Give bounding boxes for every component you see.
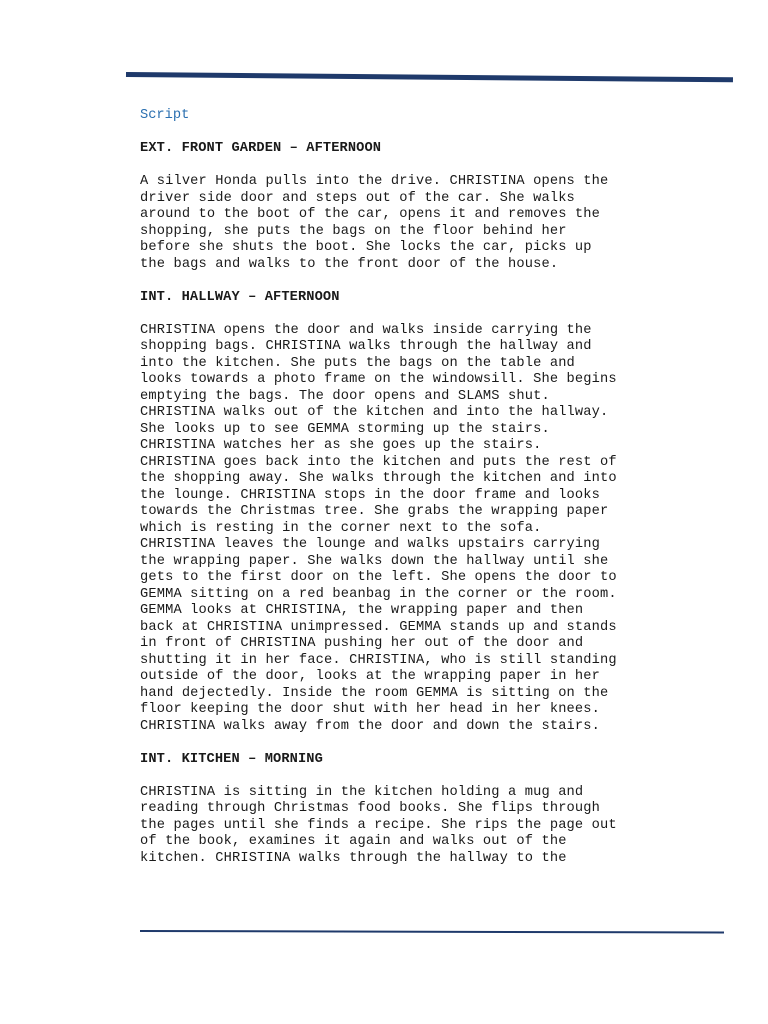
scene-kitchen bbox=[140, 752, 700, 868]
top-rule bbox=[126, 72, 733, 82]
script-page bbox=[140, 108, 700, 884]
scene-heading: INT. HALLWAY – AFTERNOON bbox=[140, 289, 340, 305]
scene-hallway bbox=[140, 290, 700, 736]
section-title: Script bbox=[140, 108, 190, 123]
scene-action: CHRISTINA is sitting in the kitchen holding a mug and reading through Christmas food books. She flips through the pages until she finds a recipe. She rips the page out of the book, examines it again and walks out of the kitchen. CHRISTINA walks through the hallway to the bbox=[140, 784, 617, 866]
scene-heading: INT. KITCHEN – MORNING bbox=[140, 751, 323, 767]
scene-front-garden bbox=[140, 141, 700, 273]
scene-action: CHRISTINA opens the door and walks inside carrying the shopping bags. CHRISTINA walks through the hallway and into the kitchen. She puts the bags on the table and looks towards a photo frame on the windowsill. She begins emptying the bags. The door opens and SLAMS shut. CHRISTINA walks out of the kitchen and into the hallway. She looks up to see GEMMA storming up the stairs. CHRISTINA watches her as she goes up the stairs. CHRISTINA goes back into the kitchen and puts the rest of the shopping away. She walks through the kitchen and into the lounge. CHRISTINA stops in the door frame and looks towards the Christmas tree. She grabs the wrapping paper which is resting in the corner next to the sofa. CHRISTINA leaves the lounge and walks upstairs carrying the wrapping paper. She walks down the hallway until she gets to the first door on the left. She opens the door to GEMMA sitting on a red beanbag in the corner or the room. GEMMA looks at CHRISTINA, the wrapping paper and then back at CHRISTINA unimpressed. GEMMA stands up and stands in front of CHRISTINA pushing her out of the door and shutting it in her face. CHRISTINA, who is still standing outside of the door, looks at the wrapping paper in her hand dejectedly. Inside the room GEMMA is sitting on the floor keeping the door shut with her head in her knees. CHRISTINA walks away from the door and down the stairs. bbox=[140, 322, 617, 734]
scene-action: A silver Honda pulls into the drive. CHRISTINA opens the driver side door and steps out of the car. She walks around to the boot of the car, opens it and removes the shopping, she puts the bags on the floor behind her before she shuts the boot. She locks the car, picks up the bags and walks to the front door of the house. bbox=[140, 174, 609, 272]
scene-heading: EXT. FRONT GARDEN – AFTERNOON bbox=[140, 141, 382, 156]
bottom-rule bbox=[140, 930, 724, 934]
